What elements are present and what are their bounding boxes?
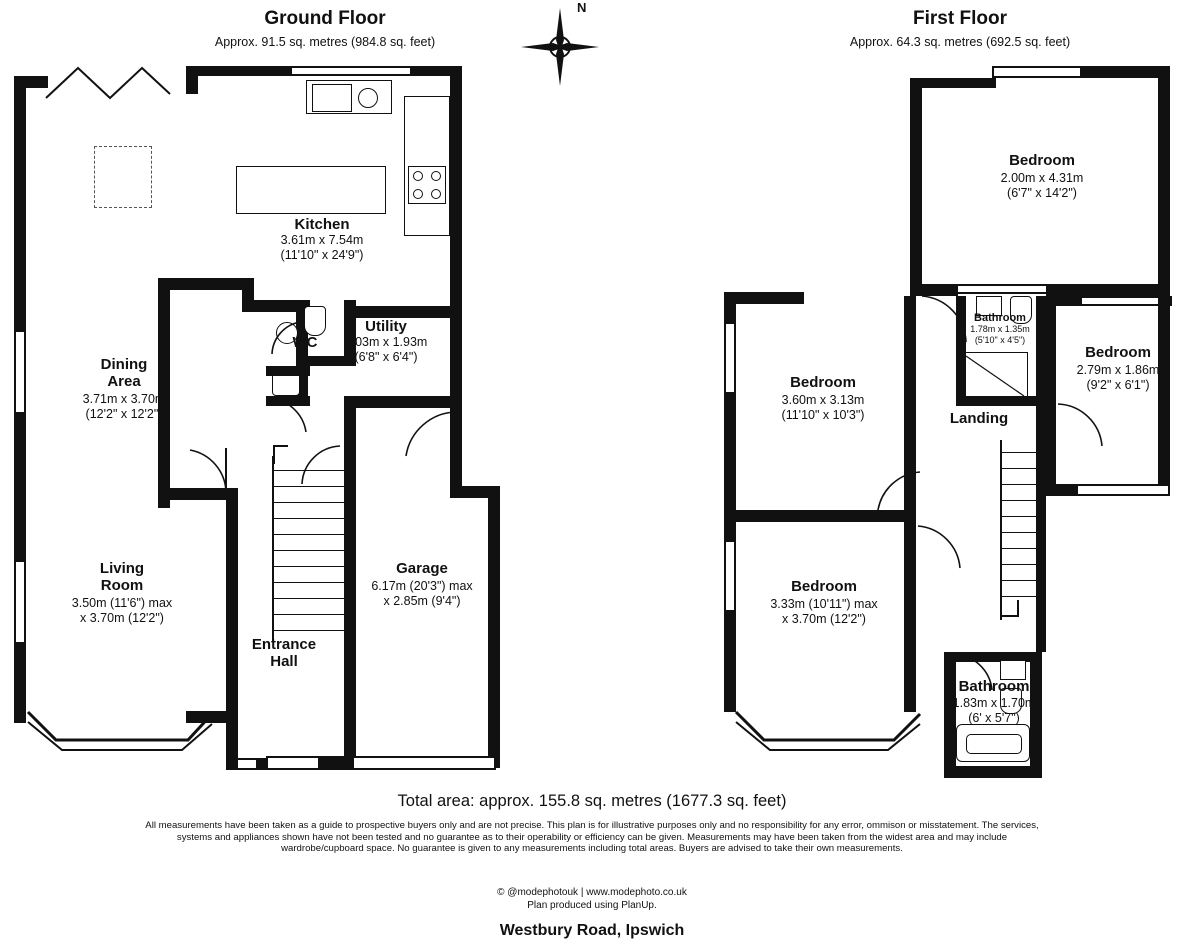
kitchen-worktop-long bbox=[236, 166, 386, 214]
bath1-dim2: (5'10" x 4'5") bbox=[974, 334, 1026, 345]
room-label-wc bbox=[270, 334, 340, 351]
garage-door bbox=[352, 756, 496, 770]
window-bed1-top bbox=[992, 66, 1084, 78]
bed2-name: Bedroom bbox=[1085, 344, 1151, 361]
door-garage-inner bbox=[400, 406, 462, 462]
kitchen-name: Kitchen bbox=[294, 216, 350, 233]
window-bed2-bottom bbox=[1072, 484, 1170, 496]
bed1-dim2: (6'7" x 14'2") bbox=[1007, 186, 1077, 200]
dining-dim1: 3.71m x 3.70m bbox=[82, 392, 166, 406]
window-kitchen-top bbox=[290, 66, 412, 76]
room-label-kitchen bbox=[232, 216, 412, 263]
door-dining-hall bbox=[186, 440, 248, 502]
dining-name-1: Dining bbox=[100, 356, 148, 373]
kitchen-dim2: (11'10" x 24'9") bbox=[280, 248, 364, 262]
window-dining-left bbox=[14, 330, 26, 414]
window-bed3-left-top bbox=[724, 322, 736, 394]
credit-line-2: Plan produced using PlanUp. bbox=[527, 900, 657, 911]
bed3-dim1: 3.60m x 3.13m bbox=[781, 393, 865, 407]
ground-floor-area: Approx. 91.5 sq. metres (984.8 sq. feet) bbox=[214, 35, 436, 49]
bed4-dim1: 3.33m (10'11") max bbox=[770, 597, 878, 611]
bath2-dim2: (6' x 5'7") bbox=[968, 711, 1020, 725]
garage-name: Garage bbox=[396, 560, 448, 577]
dining-dim2: (12'2" x 12'2") bbox=[85, 407, 163, 421]
window-bed4-left bbox=[724, 540, 736, 612]
front-door bbox=[266, 756, 324, 770]
room-label-bathroom-2 bbox=[928, 678, 1060, 726]
bed3-dim2: (11'10" x 10'3") bbox=[781, 408, 865, 422]
window-hall-front bbox=[236, 758, 258, 770]
bath2-name: Bathroom bbox=[958, 678, 1030, 695]
window-living-left bbox=[14, 560, 26, 644]
garage-dim2: x 2.85m (9'4") bbox=[383, 594, 461, 608]
bath2-dim1: 1.83m x 1.70m bbox=[952, 696, 1036, 710]
bath1-name: Bathroom bbox=[974, 312, 1026, 324]
first-floor-title: First Floor bbox=[913, 8, 1007, 29]
door-bed3 bbox=[870, 466, 926, 516]
landing-name: Landing bbox=[949, 410, 1009, 427]
room-label-entrance-hall bbox=[212, 636, 356, 670]
room-label-dining bbox=[38, 356, 210, 422]
disclaimer-text: All measurements have been taken as a guide to prospective buyers only and are not precise. This plan is for illustrative purposes only and no responsibility for any error, ommison or misstatement. The services, systems and appliances shown have not been tested and no guarantee as to their operability or efficiency can be given. Measurements may have been taken from the widest area and may include wardrobe/cupboard space. No guarantee is given to any measurements including total areas. Buyers are advised to take their own measurements. bbox=[145, 820, 1039, 855]
compass-north-label: N bbox=[577, 0, 587, 15]
utility-dim1: 2.03m x 1.93m bbox=[344, 335, 428, 349]
door-wc bbox=[262, 392, 312, 436]
door-bed4 bbox=[912, 522, 968, 574]
room-label-bedroom-3 bbox=[742, 374, 904, 423]
kitchen-dim1: 3.61m x 7.54m bbox=[280, 233, 364, 247]
door-kitchen-hall bbox=[296, 440, 346, 490]
room-label-living bbox=[36, 560, 208, 626]
bed4-name: Bedroom bbox=[791, 578, 857, 595]
room-label-bedroom-4 bbox=[740, 578, 908, 627]
door-bed2 bbox=[1052, 400, 1108, 452]
credit-line-1: © @modephotouk | www.modephoto.co.uk bbox=[497, 887, 687, 898]
bed1-name: Bedroom bbox=[1009, 152, 1075, 169]
hall-name-2: Hall bbox=[270, 653, 298, 670]
hall-name-1: Entrance bbox=[251, 636, 317, 653]
dining-name-2: Area bbox=[107, 373, 141, 390]
utility-dim2: (6'8" x 6'4") bbox=[354, 350, 418, 364]
ground-floor-title: Ground Floor bbox=[264, 8, 386, 29]
bath1-dim1: 1.78m x 1.35m bbox=[970, 324, 1030, 334]
living-dim2: x 3.70m (12'2") bbox=[80, 611, 164, 625]
garage-dim1: 6.17m (20'3") max bbox=[371, 579, 473, 593]
room-label-landing bbox=[914, 410, 1044, 427]
bed1-dim1: 2.00m x 4.31m bbox=[1000, 171, 1084, 185]
bathroom2-basin bbox=[1000, 660, 1026, 680]
dashed-opening-area bbox=[94, 146, 152, 208]
room-label-bedroom-2 bbox=[1052, 344, 1184, 393]
first-floor-area: Approx. 64.3 sq. metres (692.5 sq. feet) bbox=[849, 35, 1071, 49]
wc-name: WC bbox=[292, 334, 318, 351]
total-area-text: Total area: approx. 155.8 sq. metres (1677.3 sq. feet) bbox=[397, 792, 787, 810]
staircase-landing bbox=[1000, 440, 1046, 620]
ground-floor-plan bbox=[0, 0, 600, 790]
bed2-dim1: 2.79m x 1.86m bbox=[1076, 363, 1160, 377]
first-floor-plan bbox=[700, 0, 1184, 790]
room-label-bedroom-1 bbox=[958, 152, 1126, 201]
living-name-1: Living bbox=[99, 560, 145, 577]
kitchen-sink-bowl bbox=[358, 88, 378, 108]
bed4-dim2: x 3.70m (12'2") bbox=[782, 612, 866, 626]
property-address: Westbury Road, Ipswich bbox=[499, 922, 685, 939]
bed2-dim2: (9'2" x 6'1") bbox=[1086, 378, 1150, 392]
room-label-bathroom-1 bbox=[950, 312, 1050, 345]
bed3-name: Bedroom bbox=[790, 374, 856, 391]
living-dim1: 3.50m (11'6") max bbox=[71, 596, 173, 610]
living-name-2: Room bbox=[100, 577, 144, 594]
room-label-garage bbox=[348, 560, 496, 609]
utility-name: Utility bbox=[365, 318, 407, 335]
